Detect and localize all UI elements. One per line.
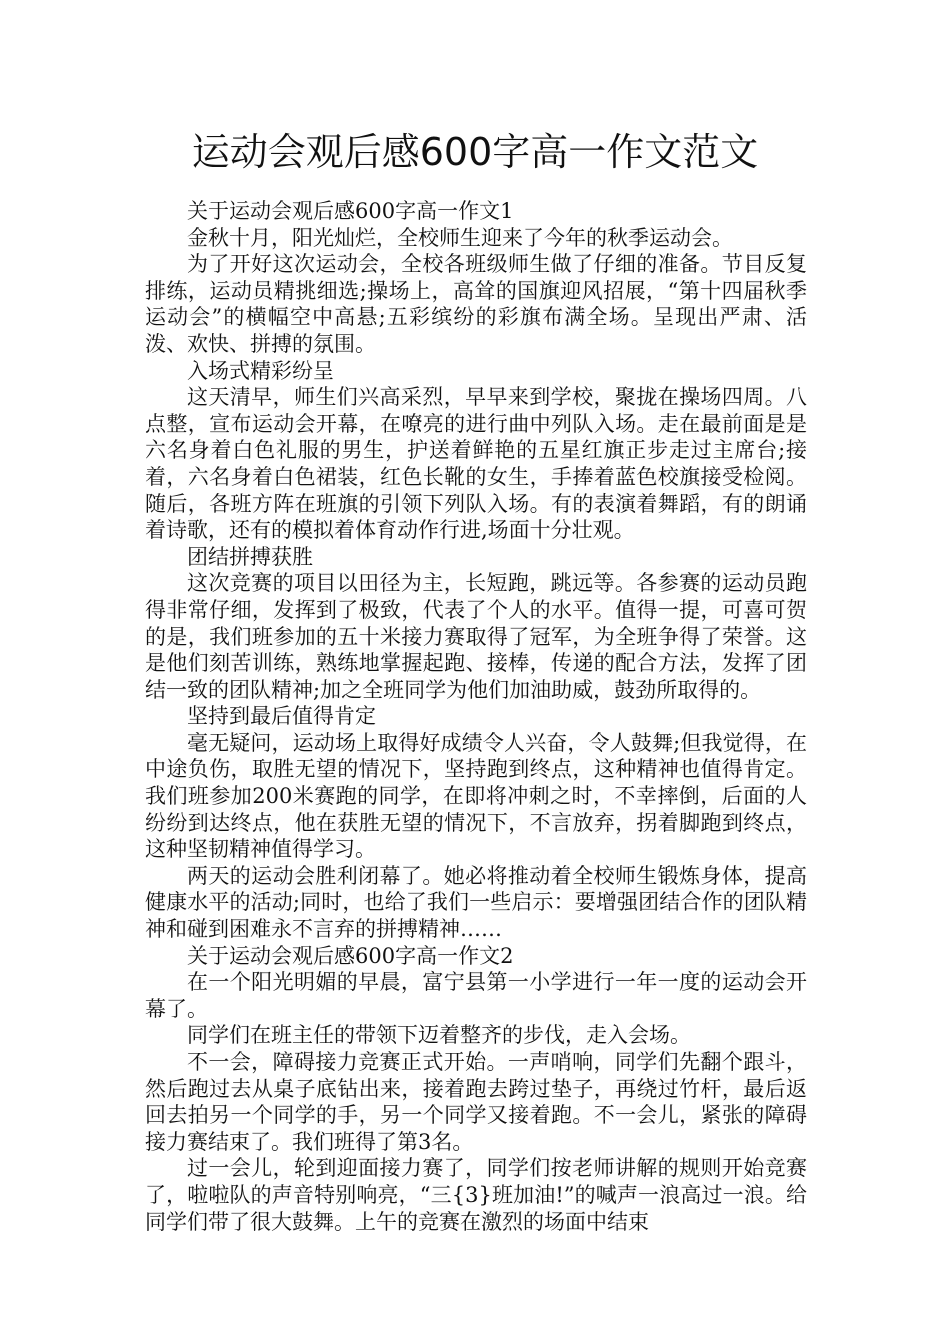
paragraph: 金秋十月，阳光灿烂，全校师生迎来了今年的秋季运动会。: [187, 225, 733, 250]
paragraph: 这天清早，师生们兴高采烈，早早来到学校，聚拢在操场四周。八点整，宣布运动会开幕，在嘹亮的进行曲中列队入场。走在最前面是是六名身着白色礼服的男生，护送着鲜艳的五星红旗正步走过主席台;接着，六名身着白色裙装，红色长靴的女生，手捧着蓝色校旗接受检阅。随后，各班方阵在班旗的引领下列队入场。有的表演着舞蹈，有的朗诵着诗歌，还有的模拟着体育动作行进,场面十分壮观。: [145, 385, 807, 543]
paragraph: 同学们在班主任的带领下迈着整齐的步伐，走入会场。: [187, 1023, 691, 1048]
paragraph: 关于运动会观后感600字高一作文2: [187, 943, 514, 968]
page-title: 运动会观后感600字高一作文范文: [191, 130, 759, 174]
paragraph: 这次竞赛的项目以田径为主，长短跑，跳远等。各参赛的运动员跑得非常仔细，发挥到了极致，代表了个人的水平。值得一提，可喜可贺的是，我们班参加的五十米接力赛取得了冠军，为全班争得了荣誉。这是他们刻苦训练，熟练地掌握起跑、接棒，传递的配合方法，发挥了团结一致的团队精神;加之全班同学为他们加油助威，鼓劲所取得的。: [145, 571, 807, 702]
paragraph: 不一会，障碍接力竞赛正式开始。一声哨响，同学们先翻个跟斗，然后跑过去从桌子底钻出来，接着跑去跨过垫子，再绕过竹杆，最后返回去拍另一个同学的手，另一个同学又接着跑。不一会儿，紧张的障碍接力赛结束了。我们班得了第3名。: [145, 1050, 807, 1154]
paragraph: 坚持到最后值得肯定: [187, 704, 376, 729]
document-body: [145, 198, 807, 1235]
paragraph: 在一个阳光明媚的早晨，富宁县第一小学进行一年一度的运动会开幕了。: [145, 970, 807, 1021]
paragraph: 为了开好这次运动会，全校各班级师生做了仔细的准备。节目反复排练，运动员精挑细选;操场上，高耸的国旗迎风招展，“第十四届秋季运动会”的横幅空中高悬;五彩缤纷的彩旗布满全场。呈现出严肃、活泼、欢快、拼搏的氛围。: [145, 252, 807, 356]
paragraph: 入场式精彩纷呈: [187, 358, 334, 383]
paragraph: 过一会儿，轮到迎面接力赛了，同学们按老师讲解的规则开始竞赛了，啦啦队的声音特别响亮，“三{3}班加油!”的喊声一浪高过一浪。给同学们带了很大鼓舞。上午的竞赛在激烈的场面中结束: [145, 1156, 807, 1234]
paragraph: 关于运动会观后感600字高一作文1: [187, 199, 514, 223]
paragraph: 两天的运动会胜利闭幕了。她必将推动着全校师生锻炼身体，提高健康水平的活动;同时，也给了我们一些启示：要增强团结合作的团队精神和碰到困难永不言弃的拼搏精神……: [145, 863, 807, 942]
paragraph: 毫无疑问，运动场上取得好成绩令人兴奋，令人鼓舞;但我觉得，在中途负伤，取胜无望的情况下，坚持跑到终点，这种精神也值得肯定。我们班参加200米赛跑的同学，在即将冲刺之时，不幸摔倒，后面的人纷纷到达终点，他在获胜无望的情况下，不言放弃，拐着脚跑到终点，这种坚韧精神值得学习。: [145, 730, 807, 862]
paragraph: 团结拼搏获胜: [187, 544, 313, 569]
